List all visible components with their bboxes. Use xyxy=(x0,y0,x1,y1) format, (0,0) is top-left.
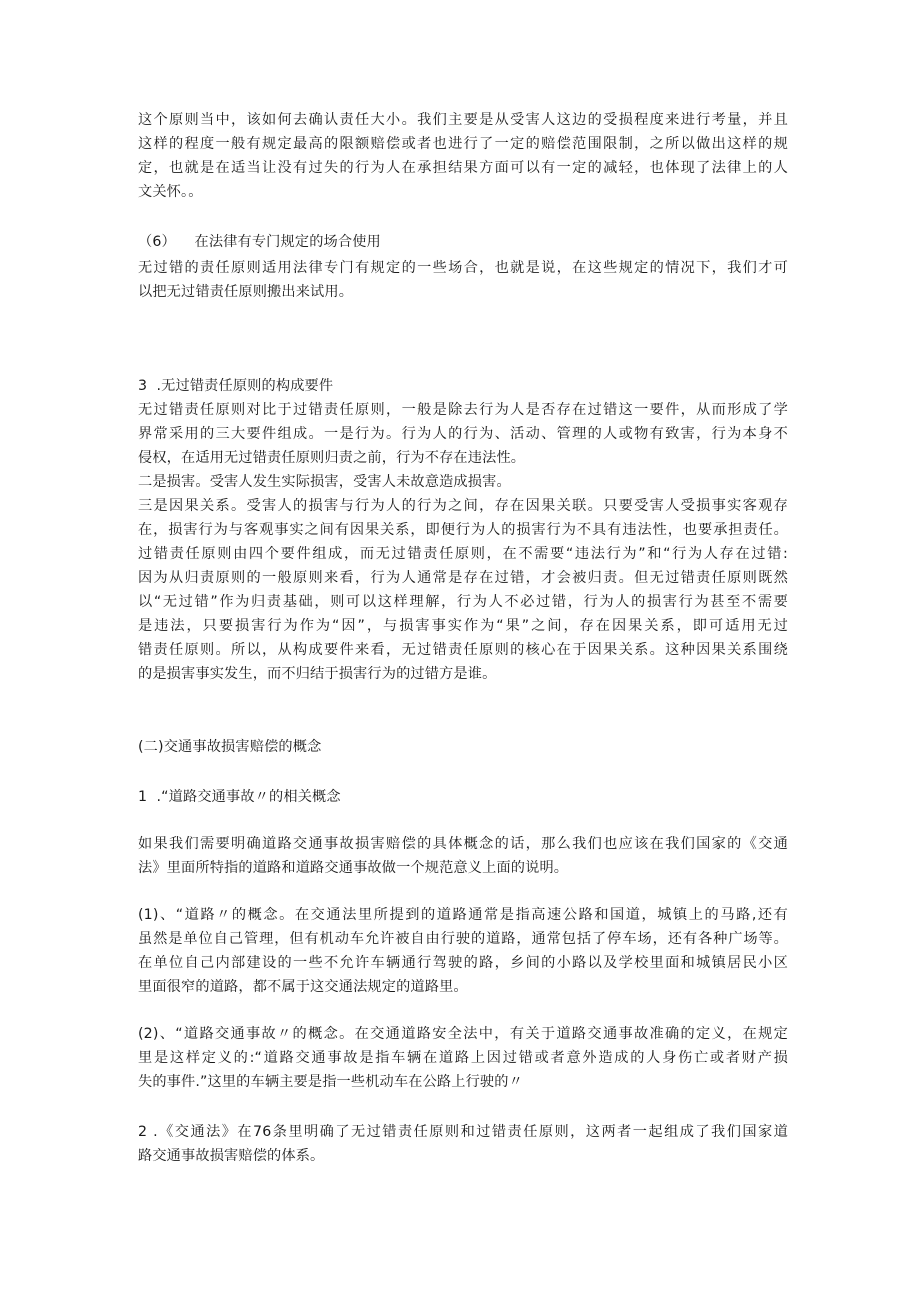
text-line: 2 .《交通法》在76条里明确了无过错责任原则和过错责任原则，这两者一起组成了我们国家道 xyxy=(138,1124,788,1140)
text-line: 里是这样定义的:“道路交通事故是指车辆在道路上因过错或者意外造成的人身伤亡或者财产损 xyxy=(138,1050,788,1066)
heading-section-3 xyxy=(138,374,788,398)
text-line: 定，也就是在适当让没有过失的行为人在承担结果方面可以有一定的减轻，也体现了法律上的人 xyxy=(138,160,788,176)
paragraph-constituent-elements xyxy=(138,398,788,686)
paragraph-special-occasions xyxy=(138,256,788,304)
paragraph-traffic-law-76 xyxy=(138,1120,788,1168)
text-line: 失的事件.”这里的车辆主要是指一些机动车在公路上行驶的〃 xyxy=(138,1074,523,1090)
heading-text: （6） 在法律有专门规定的场合使用 xyxy=(138,234,381,250)
text-line: 是违法，只要损害行为作为“因”，与损害事实作为“果”之间，存在因果关系，即可适用无过 xyxy=(138,618,788,634)
text-line: 在，损害行为与客观事实之间有因果关系，即便行为人的损害行为不具有违法性，也要承担责任。 xyxy=(138,522,788,538)
text-line: 的是损害事实发生，而不归结于损害行为的过错方是谁。 xyxy=(138,666,497,682)
text-line: 在单位自己内部建设的一些不允许车辆通行驾驶的路，乡间的小路以及学校里面和城镇居民小区 xyxy=(138,955,788,971)
text-line: 无过错责任原则对比于过错责任原则，一般是除去行为人是否存在过错这一要件，从而形成了学 xyxy=(138,402,788,418)
text-line: 以把无过错责任原则搬出来试用。 xyxy=(138,284,354,300)
heading-section-2 xyxy=(138,735,788,759)
text-line: 法》里面所特指的道路和道路交通事故做一个规范意义上面的说明。 xyxy=(138,860,569,876)
text-line: 以“无过错”作为归责基础，则可以这样理解，行为人不必过错，行为人的损害行为甚至不需要 xyxy=(138,594,788,610)
heading-text: (二)交通事故损害赔偿的概念 xyxy=(138,739,322,755)
text-line: (2)、“道路交通事故〃的概念。在交通道路安全法中，有关于道路交通事故准确的定义，在规定 xyxy=(138,1026,788,1042)
text-line: 三是因果关系。受害人的损害与行为人的行为之间，存在因果关联。只要受害人受损事实客观存 xyxy=(138,498,788,514)
text-line: 二是损害。受害人发生实际损害，受害人未故意造成损害。 xyxy=(138,474,511,490)
paragraph-road-concept xyxy=(138,903,788,999)
heading-subsection-1 xyxy=(138,785,788,809)
text-line: 路交通事故损害赔偿的体系。 xyxy=(138,1148,325,1164)
text-line: (1)、“道路〃的概念。在交通法里所提到的道路通常是指高速公路和国道，城镇上的马路,还有 xyxy=(138,907,788,923)
heading-text: 1 .“道路交通事故〃的相关概念 xyxy=(138,789,341,805)
paragraph-accident-concept xyxy=(138,1022,788,1094)
heading-text: 3 .无过错责任原则的构成要件 xyxy=(138,378,334,394)
heading-item-6 xyxy=(138,230,788,254)
text-line: 侵权，在适用无过错责任原则归责之前，行为不存在违法性。 xyxy=(138,450,526,466)
text-line: 因为从归责原则的一般原则来看，行为人通常是存在过错，才会被归责。但无过错责任原则既然 xyxy=(138,570,788,586)
text-line: 虽然是单位自己管理，但有机动车允许被自由行驶的道路，通常包括了停车场，还有各种广场等。 xyxy=(138,931,788,947)
text-line: 过错责任原则由四个要件组成，而无过错责任原则，在不需要“违法行为”和“行为人存在过错: xyxy=(138,546,788,562)
text-line: 这样的程度一般有规定最高的限额赔偿或者也进行了一定的赔偿范围限制，之所以做出这样的规 xyxy=(138,136,788,152)
paragraph-responsibility-size xyxy=(138,108,788,204)
text-line: 界常采用的三大要件组成。一是行为。行为人的行为、活动、管理的人或物有致害，行为本身不 xyxy=(138,426,788,442)
paragraph-definition-intro xyxy=(138,832,788,880)
text-line: 文关怀。。 xyxy=(138,184,203,200)
text-line: 如果我们需要明确道路交通事故损害赔偿的具体概念的话，那么我们也应该在我们国家的《交通 xyxy=(138,836,788,852)
text-line: 里面很窄的道路，都不属于这交通法规定的道路里。 xyxy=(138,979,468,995)
text-line: 错责任原则。所以，从构成要件来看，无过错责任原则的核心在于因果关系。这种因果关系围绕 xyxy=(138,642,788,658)
text-line: 这个原则当中，该如何去确认责任大小。我们主要是从受害人这边的受损程度来进行考量，并且 xyxy=(138,112,788,128)
text-line: 无过错的责任原则适用法律专门有规定的一些场合，也就是说，在这些规定的情况下，我们才可 xyxy=(138,260,788,276)
